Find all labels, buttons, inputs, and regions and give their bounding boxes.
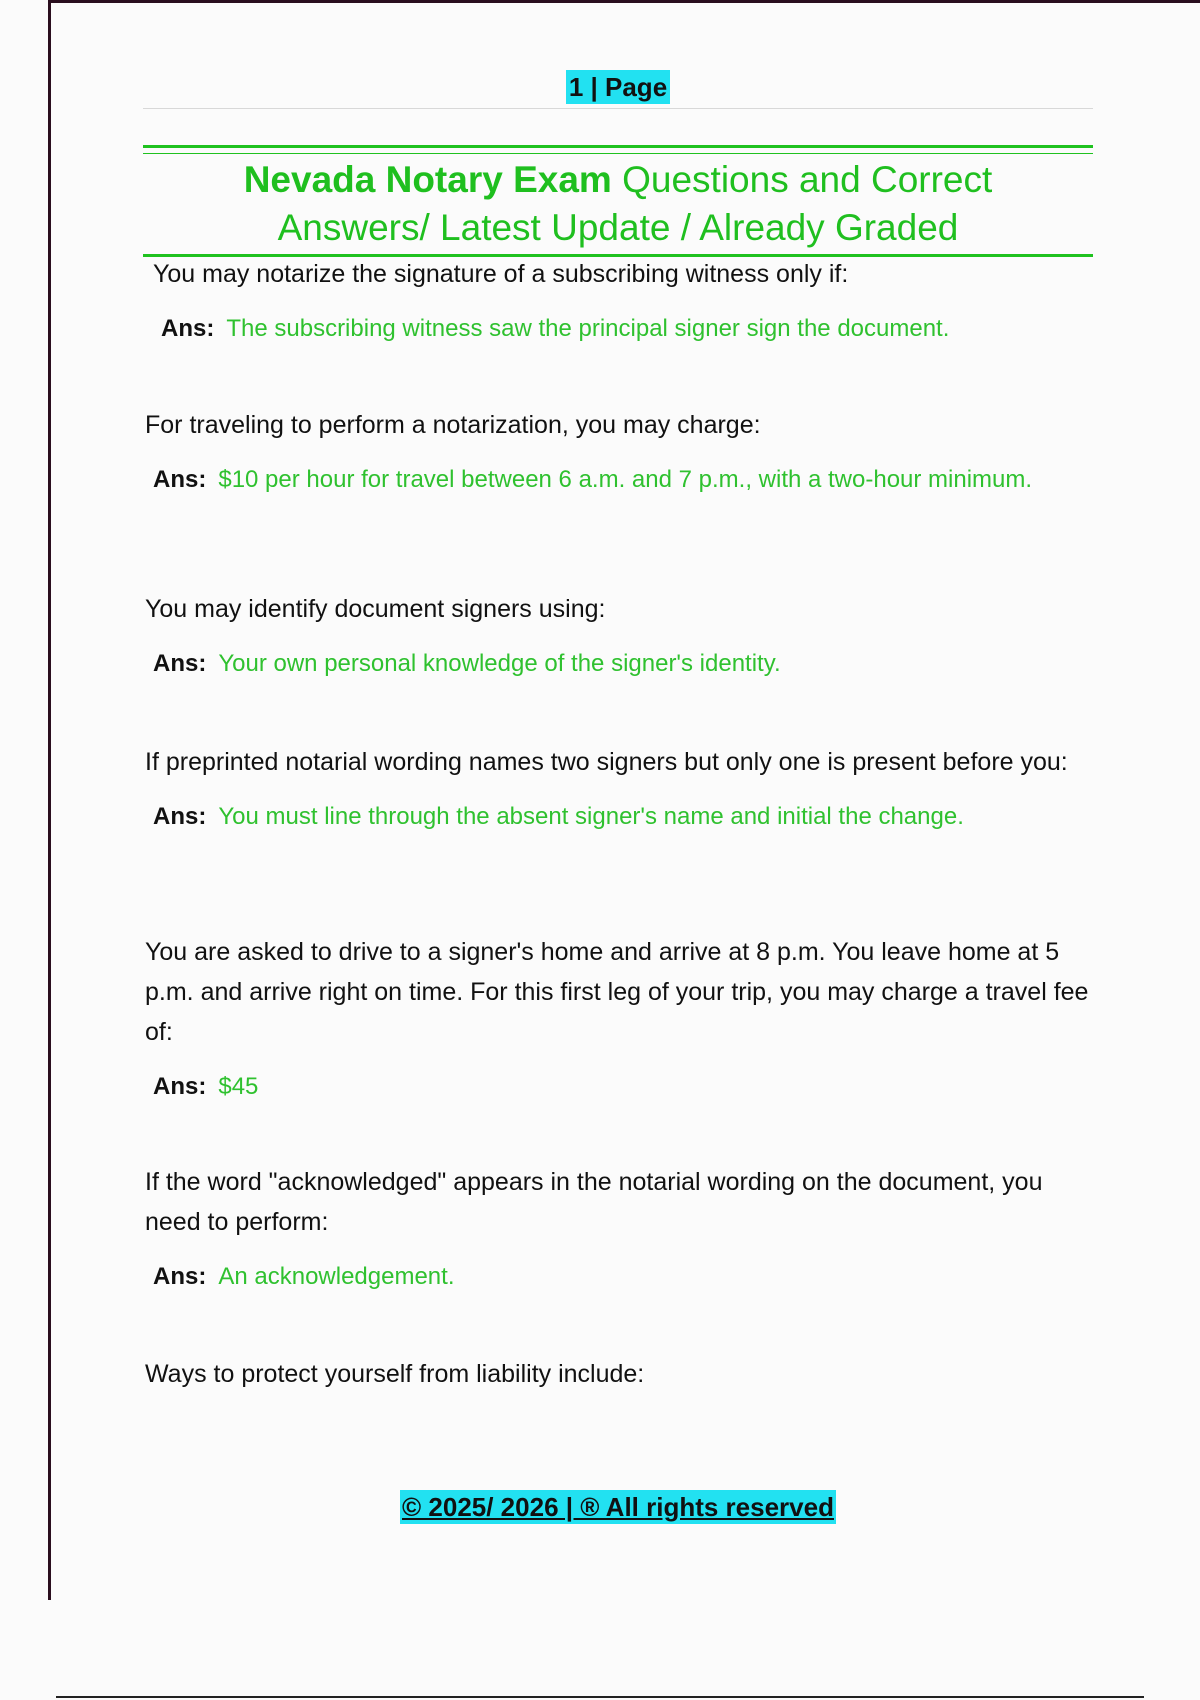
copyright-notice: © 2025/ 2026 | ® All rights reserved: [402, 1492, 834, 1522]
question-text: If the word "acknowledged" appears in the notarial wording on the document, you need to perform:: [145, 1168, 1043, 1236]
answer-value: An acknowledgement.: [218, 1263, 455, 1290]
answer-value: Your own personal knowledge of the signer's identity.: [218, 650, 781, 677]
answer-label: Ans:: [161, 315, 215, 342]
answer-value: The subscribing witness saw the principal signer sign the document.: [226, 315, 950, 342]
header-divider: [143, 108, 1093, 109]
qa-item-5: [145, 932, 1090, 1104]
question-text: Ways to protect yourself from liability include:: [145, 1360, 645, 1388]
page-border-left: [48, 0, 51, 1600]
title-bold-part: Nevada Notary Exam: [243, 159, 612, 200]
bottom-rule: [56, 1696, 1144, 1698]
answer-text: [153, 312, 1098, 346]
question-text: If preprinted notarial wording names two signers but only one is present before you:: [145, 748, 1068, 776]
answer-label: Ans:: [153, 650, 207, 677]
page-header: [143, 70, 1093, 104]
answer-label: Ans:: [153, 1263, 207, 1290]
answer-value: $45: [218, 1073, 259, 1100]
qa-item-7: [145, 1354, 1090, 1394]
question-text: For traveling to perform a notarization, you may charge:: [145, 411, 761, 439]
title-line-1: [143, 156, 1093, 204]
question-text: You are asked to drive to a signer's home and arrive at 8 p.m. You leave home at 5 p.m. and arrive right on time. For this first leg of your trip, you may charge a travel fee of:: [145, 938, 1089, 1046]
document-title: [143, 156, 1093, 252]
answer-text: [145, 800, 1090, 834]
question-text: You may notarize the signature of a subscribing witness only if:: [153, 260, 849, 288]
question-text: You may identify document signers using:: [145, 595, 606, 623]
qa-item-6: [145, 1162, 1090, 1294]
qa-item-4: [145, 742, 1090, 834]
page-border-top: [48, 0, 1200, 3]
title-rule-top-thin: [143, 153, 1093, 154]
qa-item-3: [145, 589, 1090, 681]
answer-label: Ans:: [153, 1073, 207, 1100]
page-footer: [143, 1490, 1093, 1524]
qa-item-2: [145, 405, 1090, 497]
answer-label: Ans:: [153, 466, 207, 493]
answer-text: [145, 1260, 1090, 1294]
title-rule-top: [143, 145, 1093, 148]
answer-text: [145, 647, 1090, 681]
answer-value: You must line through the absent signer's name and initial the change.: [218, 803, 964, 830]
title-rest-line-1: Questions and Correct: [611, 159, 993, 200]
qa-item-1: [153, 254, 1098, 346]
answer-label: Ans:: [153, 803, 207, 830]
answer-value: $10 per hour for travel between 6 a.m. and 7 p.m., with a two-hour minimum.: [218, 466, 1033, 493]
answer-text: [145, 1070, 1090, 1104]
page-number-label: 1 | Page: [566, 70, 670, 104]
title-line-2: Answers/ Latest Update / Already Graded: [277, 207, 959, 248]
answer-text: [145, 463, 1090, 497]
